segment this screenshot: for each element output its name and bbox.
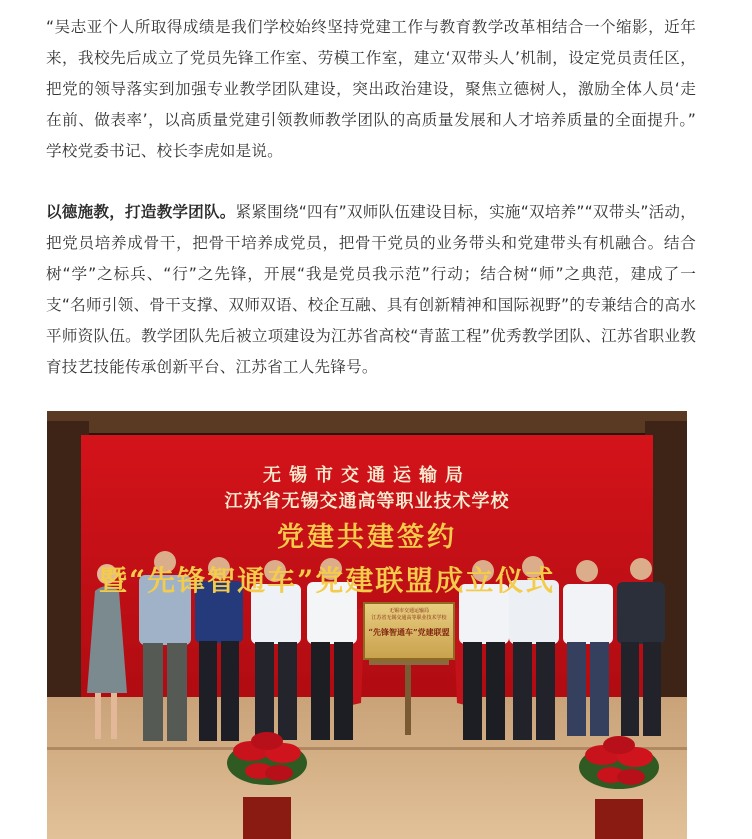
article-paragraph-2 xyxy=(46,197,696,383)
banner-line-1: 无锡市交通运输局 xyxy=(263,465,471,486)
banner-line-2: 江苏省无锡交通高等职业技术学校 xyxy=(224,491,510,512)
plaque-leg xyxy=(405,665,411,735)
banner-line-3: 党建共建签约 xyxy=(277,522,457,553)
article-paragraph-1: “吴志亚个人所取得成绩是我们学校始终坚持党建工作与教育教学改革相结合一个缩影，近年来，我校先后成立了党员先锋工作室、劳模工作室，建立‘双带头人’机制，设定党员责任区，把党的领导落实到加强专业教学团队建设，突出政治建设，聚焦立德树人，激励全体人员‘走在前、做表率’，以高质量党建引领教师教学团队的高质量发展和人才培养质量的全面提升。” 学校党委书记、校长李虎如是说。 xyxy=(46,18,696,160)
ceremony-photo xyxy=(47,411,687,839)
plaque-title: “先锋智通车”党建联盟 xyxy=(368,627,450,637)
plaque-line-1: 无锡市交通运输局 xyxy=(388,608,429,614)
plaque-line-2: 江苏省无锡交通高等职业技术学校 xyxy=(371,615,447,621)
ceiling xyxy=(47,411,687,433)
paragraph-lead-heading: 以德施教，打造教学团队。 xyxy=(46,203,236,221)
alliance-plaque xyxy=(363,602,455,660)
paragraph-body: 紧紧围绕“四有”双师队伍建设目标，实施“双培养”“双带头”活动，把党员培养成骨干，把骨干培养成党员，把骨干党员的业务带头和党建带头有机融合。结合树“学”之标兵、“行”之先锋，开展“我是党员我示范”行动；结合树“师”之典范，建成了一支“名师引领、骨干支撑、双师双语、校企互融、具有创新精神和国际视野”的专兼结合的高水平师资队伍。教学团队先后被立项建设为江苏省高校“青蓝工程”优秀教学团队、江苏省职业教育技艺技能传承创新平台、江苏省工人先锋号。 xyxy=(46,203,696,376)
banner-line-4: 暨“先锋智通车”党建联盟成立仪式 xyxy=(99,564,556,597)
